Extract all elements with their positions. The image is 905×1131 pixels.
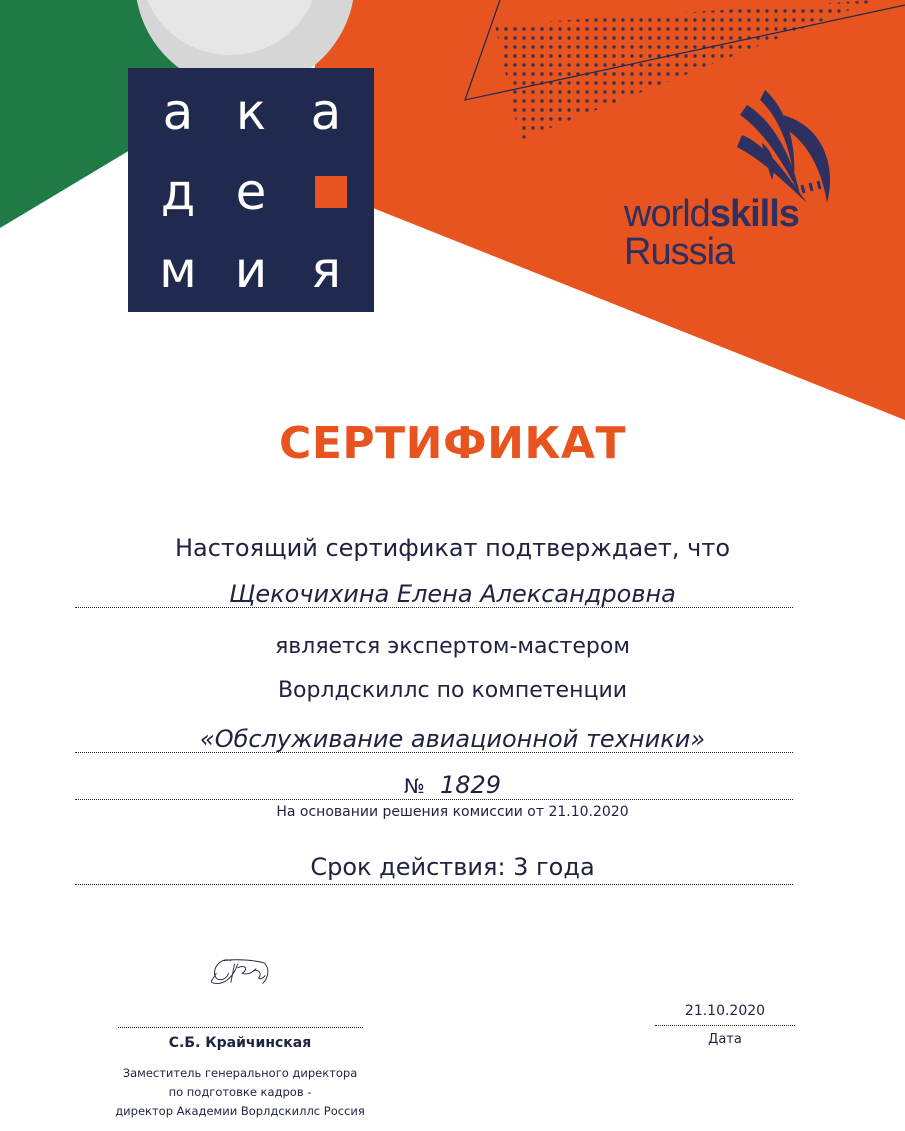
divider [75, 752, 793, 753]
worldskills-world: world [624, 193, 710, 235]
number-value: 1829 [440, 771, 502, 799]
basis-text: На основании решения комиссии от 21.10.2020 [276, 804, 629, 820]
position-line: директор Академии Ворлдскиллс Россия [115, 1104, 365, 1118]
signature [110, 955, 370, 1035]
validity-text: Срок действия: 3 года [310, 853, 595, 881]
worldskills-russia: Russia [624, 231, 735, 273]
certificate-number [0, 771, 905, 799]
academy-letter: и [234, 241, 268, 299]
signatory-name: С.Б. Крайчинская [168, 1035, 312, 1051]
holder-name: Щекочихина Елена Александровна [229, 580, 676, 608]
academy-letter: я [310, 241, 342, 299]
divider [75, 799, 793, 800]
academy-letter: д [160, 163, 196, 221]
role-text: является экспертом-мастером [275, 634, 630, 659]
academy-letter: а [310, 83, 342, 141]
position-line: по подготовке кадров - [168, 1085, 312, 1099]
competence-name: «Обслуживание авиационной техники» [199, 725, 706, 753]
academy-square [315, 176, 347, 208]
academy-letter: к [235, 83, 267, 141]
worldskills-logo [624, 195, 799, 271]
academy-letter: е [235, 163, 267, 221]
position-line: Заместитель генерального директора [122, 1066, 358, 1080]
competence-intro: Ворлдскиллс по компетенции [277, 678, 628, 703]
signatory-position [95, 1064, 385, 1121]
intro-text: Настоящий сертификат подтверждает, что [174, 534, 731, 562]
date-value: 21.10.2020 [684, 1003, 766, 1019]
divider [75, 607, 793, 608]
academy-letter: а [162, 83, 194, 141]
academy-letter: м [159, 241, 197, 299]
date-line [655, 1025, 795, 1026]
date-label: Дата [708, 1032, 742, 1047]
academy-logo [128, 68, 374, 312]
number-sign: № [403, 774, 425, 798]
worldskills-skills: skills [709, 193, 799, 235]
divider [75, 884, 793, 885]
signature-line [118, 1027, 363, 1028]
certificate-title: СЕРТИФИКАТ [279, 418, 626, 469]
